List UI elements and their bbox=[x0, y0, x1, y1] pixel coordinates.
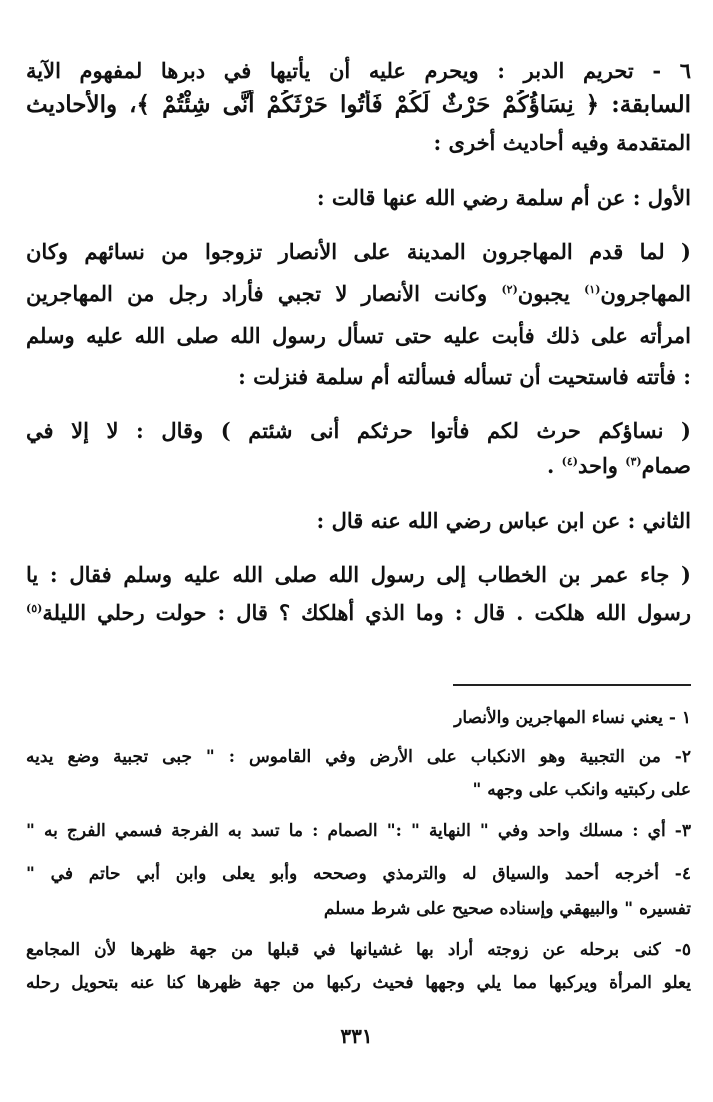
footnote-1: ١ - يعني نساء المهاجرين والأنصار bbox=[454, 708, 691, 728]
footnote-marker-4: (٤) bbox=[561, 455, 578, 468]
page-number: ٣٣١ bbox=[340, 1024, 373, 1048]
text-segment: رسول الله هلكت . قال : وما الذي أهلكك ؟ قال : حولت رحلي الليلة bbox=[42, 600, 691, 625]
body-line-1: ٦ - تحريم الدبر : ويحرم عليه أن يأتيها في دبرها لمفهوم الآية bbox=[26, 58, 691, 83]
body-line-12: ( جاء عمر بن الخطاب إلى رسول الله صلى الله عليه وسلم فقال : يا bbox=[26, 562, 691, 587]
body-line-6 bbox=[26, 279, 691, 309]
footnote-4: ٤- أخرجه أحمد والسياق له والترمذي وصححه وأبو يعلى وابن أبي حاتم في " bbox=[26, 864, 691, 884]
text-segment: المهاجرون bbox=[600, 281, 691, 306]
text-segment: صمام bbox=[641, 453, 691, 478]
body-line-10 bbox=[26, 451, 691, 481]
body-line-7: امرأته على ذلك فأبت عليه حتى تسأل رسول الله صلى الله عليه وسلم bbox=[26, 323, 691, 348]
text-segment: يجبون bbox=[517, 281, 570, 306]
footnote-5: ٥- كنى برحله عن زوجته أراد بها غشيانها في قبلها من جهة ظهرها لأن المجامع bbox=[26, 940, 691, 960]
footnote-marker-2: (٢) bbox=[501, 283, 518, 296]
hadith-1-heading: الأول : عن أم سلمة رضي الله عنها قالت : bbox=[316, 185, 691, 210]
footnote-marker-1: (١) bbox=[584, 283, 601, 296]
footnote-5-continued: يعلو المرأة ويركبها مما يلي وجهها فحيث ركبها من جهة ظهرها كنا عنه بتحويل رحله bbox=[26, 973, 691, 993]
footnote-2-continued: على ركبتيه وانكب على وجهه " bbox=[472, 780, 691, 800]
body-line-2-quran-citation: السابقة: ﴿ نِسَاؤُكُمْ حَرْثٌ لَكُمْ فَأْتُوا حَرْثَكُمْ أَنَّى شِئْتُمْ ﴾، والأحاديث bbox=[26, 91, 691, 118]
hadith-2-heading: الثاني : عن ابن عباس رضي الله عنه قال : bbox=[316, 508, 691, 533]
footnote-divider bbox=[453, 684, 691, 686]
footnote-2: ٢- من التجبية وهو الانكباب على الأرض وفي القاموس : " جبى تجبية وضع يديه bbox=[26, 747, 691, 767]
body-line-5: ( لما قدم المهاجرون المدينة على الأنصار تزوجوا من نسائهم وكان bbox=[26, 239, 691, 264]
footnote-3: ٣- أي : مسلك واحد وفي " النهاية " :" الصمام : ما تسد به الفرجة فسمي الفرج به " bbox=[26, 821, 691, 841]
text-segment: وكانت الأنصار لا تجبي فأراد رجل من المهاجرين bbox=[26, 281, 488, 306]
text-segment: واحد bbox=[577, 453, 618, 478]
body-line-8: : فأتته فاستحيت أن تسأله فسألته أم سلمة فنزلت : bbox=[238, 364, 691, 389]
body-line-13 bbox=[26, 598, 691, 628]
body-line-9-quote: ( نساؤكم حرث لكم فأتوا حرثكم أنى شئتم ) وقال : لا إلا في bbox=[26, 418, 691, 443]
footnote-marker-5: (٥) bbox=[26, 602, 43, 615]
footnote-4-continued: تفسيره " والبيهقي وإسناده صحيح على شرط مسلم bbox=[323, 899, 691, 919]
text-segment: . bbox=[546, 453, 555, 478]
footnote-marker-3: (٣) bbox=[625, 455, 642, 468]
body-line-3: المتقدمة وفيه أحاديث أخرى : bbox=[433, 130, 691, 155]
